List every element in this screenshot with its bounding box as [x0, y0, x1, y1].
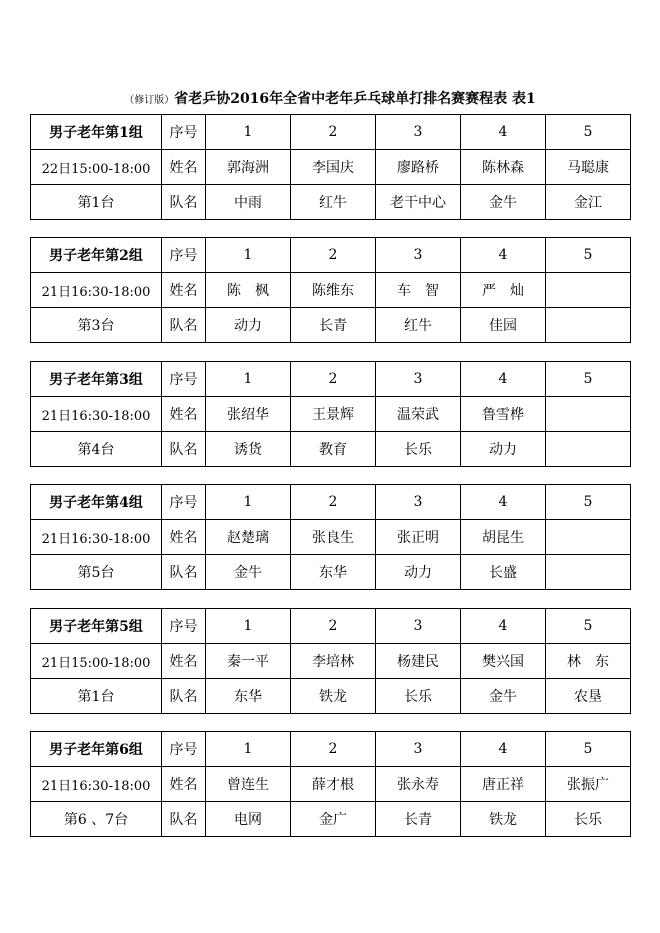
team-name-cell: 东华 — [291, 555, 376, 590]
seq-cell: 5 — [546, 732, 631, 767]
group-name: 男子老年第6组 — [31, 732, 162, 767]
team-name-cell — [546, 432, 631, 467]
player-name-cell: 杨建民 — [376, 644, 461, 679]
seq-cell: 1 — [206, 362, 291, 397]
group-table-2 — [30, 237, 631, 343]
player-name-cell: 马聪康 — [546, 150, 631, 185]
team-name-cell: 红牛 — [291, 185, 376, 220]
team-name-cell: 佳园 — [461, 308, 546, 343]
title-text: 省老乒协2016年全省中老年乒乓球单打排名赛赛程表 表1 — [174, 91, 536, 107]
team-name-cell: 农垦 — [546, 679, 631, 714]
team-name-cell: 长盛 — [461, 555, 546, 590]
team-name-cell — [546, 555, 631, 590]
team-name-cell: 电网 — [206, 802, 291, 837]
seq-cell: 1 — [206, 485, 291, 520]
player-name-cell: 李国庆 — [291, 150, 376, 185]
team-name-cell: 中雨 — [206, 185, 291, 220]
match-time: 21日16:30-18:00 — [31, 397, 162, 432]
match-time: 21日16:30-18:00 — [31, 520, 162, 555]
row-label: 序号 — [162, 115, 206, 150]
seq-cell: 2 — [291, 732, 376, 767]
seq-cell: 3 — [376, 115, 461, 150]
row-label: 姓名 — [162, 273, 206, 308]
player-row — [31, 150, 631, 185]
seq-row — [31, 362, 631, 397]
seq-cell: 1 — [206, 115, 291, 150]
group-name: 男子老年第2组 — [31, 238, 162, 273]
row-label: 序号 — [162, 238, 206, 273]
player-name-cell: 秦一平 — [206, 644, 291, 679]
group-table-5 — [30, 608, 631, 714]
row-label: 序号 — [162, 485, 206, 520]
seq-row — [31, 732, 631, 767]
seq-cell: 3 — [376, 238, 461, 273]
player-name-cell: 鲁雪桦 — [461, 397, 546, 432]
revision-note: （修订版） — [124, 95, 175, 106]
team-name-cell: 金江 — [546, 185, 631, 220]
seq-cell: 4 — [461, 485, 546, 520]
table-number: 第4台 — [31, 432, 162, 467]
seq-cell: 4 — [461, 238, 546, 273]
team-row — [31, 185, 631, 220]
team-name-cell: 金牛 — [461, 185, 546, 220]
row-label: 队名 — [162, 802, 206, 837]
player-name-cell: 陈 枫 — [206, 273, 291, 308]
player-name-cell: 张永寿 — [376, 767, 461, 802]
player-name-cell: 唐正祥 — [461, 767, 546, 802]
row-label: 序号 — [162, 609, 206, 644]
group-name: 男子老年第5组 — [31, 609, 162, 644]
table-number: 第1台 — [31, 679, 162, 714]
player-name-cell: 张良生 — [291, 520, 376, 555]
player-name-cell: 张振广 — [546, 767, 631, 802]
table-number: 第6 、7台 — [31, 802, 162, 837]
row-label: 姓名 — [162, 520, 206, 555]
seq-cell: 3 — [376, 732, 461, 767]
team-name-cell: 长乐 — [376, 432, 461, 467]
seq-row — [31, 238, 631, 273]
table-number: 第3台 — [31, 308, 162, 343]
table-number: 第1台 — [31, 185, 162, 220]
player-name-cell: 陈维东 — [291, 273, 376, 308]
player-name-cell: 李培林 — [291, 644, 376, 679]
team-name-cell: 教育 — [291, 432, 376, 467]
team-name-cell: 红牛 — [376, 308, 461, 343]
row-label: 姓名 — [162, 150, 206, 185]
seq-row — [31, 609, 631, 644]
seq-cell: 5 — [546, 115, 631, 150]
player-name-cell: 廖路桥 — [376, 150, 461, 185]
group-table-3 — [30, 361, 631, 467]
seq-cell: 2 — [291, 362, 376, 397]
seq-cell: 5 — [546, 238, 631, 273]
row-label: 队名 — [162, 308, 206, 343]
player-row — [31, 520, 631, 555]
row-label: 队名 — [162, 185, 206, 220]
player-name-cell: 严 灿 — [461, 273, 546, 308]
table-number: 第5台 — [31, 555, 162, 590]
seq-cell: 5 — [546, 485, 631, 520]
team-name-cell: 动力 — [461, 432, 546, 467]
seq-cell: 2 — [291, 485, 376, 520]
seq-cell: 2 — [291, 238, 376, 273]
seq-cell: 5 — [546, 609, 631, 644]
seq-row — [31, 115, 631, 150]
row-label: 姓名 — [162, 644, 206, 679]
seq-cell: 3 — [376, 362, 461, 397]
group-table-4 — [30, 484, 631, 590]
player-row — [31, 644, 631, 679]
player-name-cell: 王景辉 — [291, 397, 376, 432]
seq-cell: 2 — [291, 115, 376, 150]
player-name-cell: 樊兴国 — [461, 644, 546, 679]
row-label: 姓名 — [162, 397, 206, 432]
row-label: 队名 — [162, 432, 206, 467]
player-name-cell: 车 智 — [376, 273, 461, 308]
player-name-cell — [546, 273, 631, 308]
seq-cell: 2 — [291, 609, 376, 644]
team-row — [31, 802, 631, 837]
seq-row — [31, 485, 631, 520]
player-name-cell: 温荣武 — [376, 397, 461, 432]
match-time: 21日16:30-18:00 — [31, 767, 162, 802]
player-name-cell: 张绍华 — [206, 397, 291, 432]
group-table-1 — [30, 114, 631, 220]
player-name-cell: 陈林森 — [461, 150, 546, 185]
player-row — [31, 273, 631, 308]
team-name-cell: 长青 — [291, 308, 376, 343]
team-name-cell: 铁龙 — [461, 802, 546, 837]
group-table-6 — [30, 731, 631, 837]
team-name-cell: 老干中心 — [376, 185, 461, 220]
team-row — [31, 555, 631, 590]
player-name-cell: 郭海洲 — [206, 150, 291, 185]
team-name-cell: 长乐 — [546, 802, 631, 837]
player-name-cell: 曾连生 — [206, 767, 291, 802]
row-label: 序号 — [162, 362, 206, 397]
group-name: 男子老年第1组 — [31, 115, 162, 150]
seq-cell: 4 — [461, 115, 546, 150]
row-label: 队名 — [162, 555, 206, 590]
row-label: 序号 — [162, 732, 206, 767]
seq-cell: 1 — [206, 732, 291, 767]
row-label: 队名 — [162, 679, 206, 714]
player-name-cell: 张正明 — [376, 520, 461, 555]
seq-cell: 1 — [206, 609, 291, 644]
seq-cell: 1 — [206, 238, 291, 273]
group-name: 男子老年第3组 — [31, 362, 162, 397]
seq-cell: 4 — [461, 362, 546, 397]
team-name-cell: 动力 — [376, 555, 461, 590]
player-name-cell: 林 东 — [546, 644, 631, 679]
player-name-cell: 薛才根 — [291, 767, 376, 802]
team-name-cell: 金牛 — [461, 679, 546, 714]
team-name-cell: 动力 — [206, 308, 291, 343]
seq-cell: 4 — [461, 732, 546, 767]
page-title — [0, 88, 660, 108]
player-row — [31, 397, 631, 432]
team-row — [31, 432, 631, 467]
seq-cell: 4 — [461, 609, 546, 644]
team-row — [31, 308, 631, 343]
team-name-cell: 诱货 — [206, 432, 291, 467]
team-name-cell: 金广 — [291, 802, 376, 837]
team-name-cell: 金牛 — [206, 555, 291, 590]
match-time: 21日16:30-18:00 — [31, 273, 162, 308]
player-row — [31, 767, 631, 802]
team-name-cell: 长青 — [376, 802, 461, 837]
player-name-cell — [546, 520, 631, 555]
player-name-cell: 胡昆生 — [461, 520, 546, 555]
seq-cell: 3 — [376, 485, 461, 520]
group-name: 男子老年第4组 — [31, 485, 162, 520]
match-time: 22日15:00-18:00 — [31, 150, 162, 185]
player-name-cell: 赵楚璃 — [206, 520, 291, 555]
team-row — [31, 679, 631, 714]
team-name-cell: 铁龙 — [291, 679, 376, 714]
seq-cell: 3 — [376, 609, 461, 644]
match-time: 21日15:00-18:00 — [31, 644, 162, 679]
player-name-cell — [546, 397, 631, 432]
team-name-cell: 东华 — [206, 679, 291, 714]
row-label: 姓名 — [162, 767, 206, 802]
team-name-cell — [546, 308, 631, 343]
team-name-cell: 长乐 — [376, 679, 461, 714]
seq-cell: 5 — [546, 362, 631, 397]
